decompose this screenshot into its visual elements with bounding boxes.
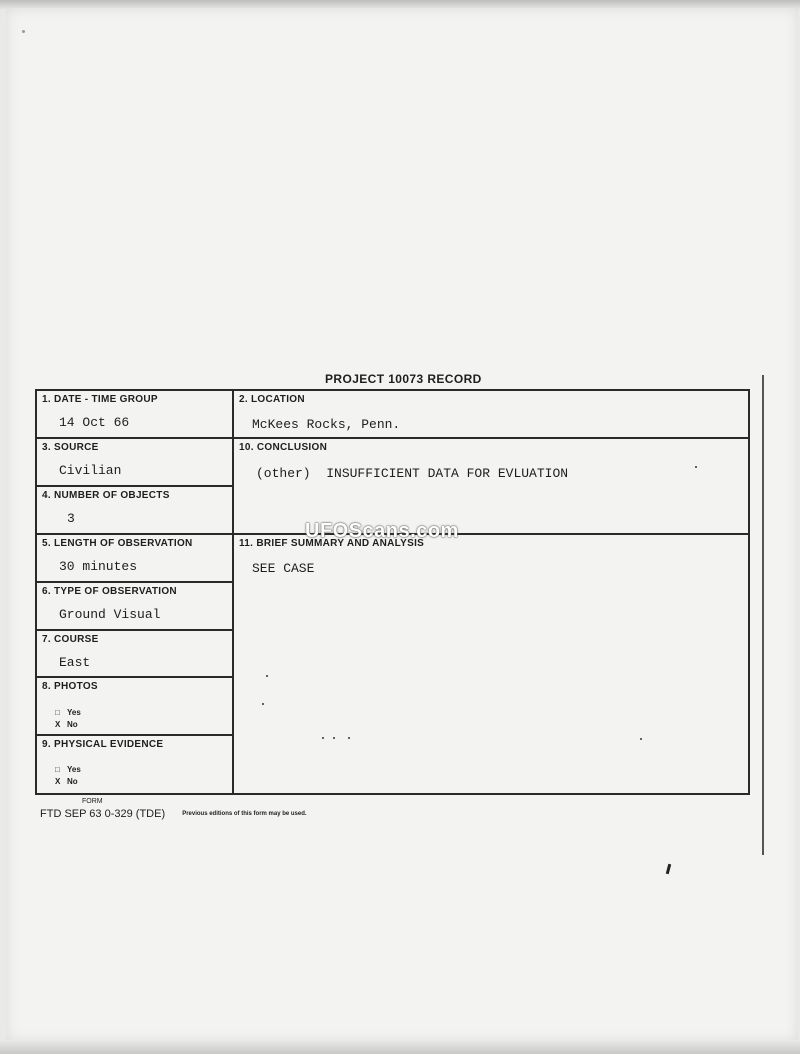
date-time-group-cell [37,391,234,439]
conclusion-label: 10. CONCLUSION [239,442,328,453]
location-label: 2. LOCATION [239,394,305,405]
form-note: Previous editions of this form may be used. [182,811,307,818]
scan-speck [22,30,25,33]
number-of-objects-value: 3 [67,511,75,526]
photos-cell [37,678,234,736]
date-time-group-value: 14 Oct 66 [59,415,130,430]
physical-evidence-options [55,764,81,788]
page-bottom-edge [0,1040,800,1054]
brief-summary-value: SEE CASE [252,561,315,576]
record-form [35,389,750,795]
length-of-observation-cell [37,535,234,583]
scan-speck [333,737,335,739]
scan-speck [695,466,697,468]
check-mark-icon: X [55,777,61,786]
photos-options [55,707,81,731]
type-of-observation-label: 6. TYPE OF OBSERVATION [42,586,177,597]
form-id: FTD SEP 63 0-329 (TDE) [40,808,166,820]
form-title: PROJECT 10073 RECORD [325,372,482,386]
check-mark-icon: X [55,720,61,729]
type-of-observation-value: Ground Visual [59,607,161,622]
scan-speck [262,703,264,705]
type-of-observation-cell [37,583,234,631]
checkbox-icon: □ [55,708,60,717]
watermark: UFOScans.com [305,520,459,542]
form-word: FORM [82,798,103,805]
number-of-objects-label: 4. NUMBER OF OBJECTS [42,490,170,501]
source-label: 3. SOURCE [42,442,99,453]
physical-evidence-label: 9. PHYSICAL EVIDENCE [42,739,164,750]
scan-speck [322,737,324,739]
conclusion-value: (other) INSUFFICIENT DATA FOR EVLUATION [256,466,569,481]
scan-speck [640,738,642,740]
source-value: Civilian [59,463,122,478]
physical-evidence-option-no: X No [55,777,78,786]
photos-option-no: X No [55,720,78,729]
course-value: East [59,655,91,670]
brief-summary-cell [234,535,748,793]
margin-rule [762,375,764,855]
length-of-observation-label: 5. LENGTH OF OBSERVATION [42,538,193,549]
photos-option-yes: □ Yes [55,708,81,717]
physical-evidence-option-yes: □ Yes [55,765,81,774]
course-label: 7. COURSE [42,634,99,645]
checkbox-icon: □ [55,765,60,774]
scan-speck [266,675,268,677]
form-footer [40,798,307,820]
number-of-objects-cell [37,487,234,535]
scan-speck [348,737,350,739]
physical-evidence-cell [37,736,234,793]
date-time-group-label: 1. DATE - TIME GROUP [42,394,158,405]
brief-summary-label: 11. BRIEF SUMMARY AND ANALYSIS [239,538,425,549]
photos-label: 8. PHOTOS [42,681,98,692]
length-of-observation-value: 30 minutes [59,559,138,574]
location-value: McKees Rocks, Penn. [252,417,401,432]
source-cell [37,439,234,487]
location-cell [234,391,748,439]
course-cell [37,631,234,678]
